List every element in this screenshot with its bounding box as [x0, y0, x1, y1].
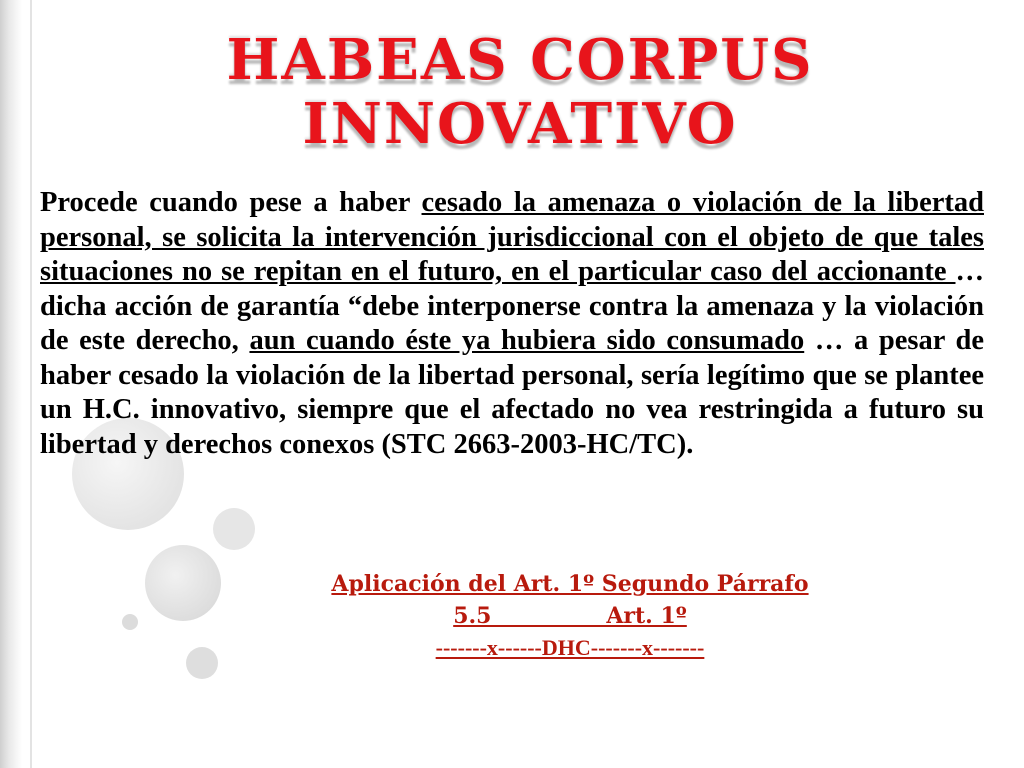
body-underlined-1: cesado la amenaza o violación de la libertad personal, se solicita la intervención jurisdiccional con el objeto de que tales situaciones no se repitan en el futuro, en el particular caso del accionante [40, 187, 984, 287]
left-decorative-rule [30, 0, 32, 768]
decorative-circle [213, 508, 255, 550]
left-decorative-band [0, 0, 22, 768]
body-text-1: Procede cuando pese a haber [40, 187, 422, 218]
footer-line-2: 5.5 Art. 1º [453, 603, 687, 629]
title-line-1: HABEAS CORPUS [226, 27, 814, 93]
decorative-circle [122, 614, 138, 630]
footer-block [190, 568, 950, 664]
body-text-3: … a pesar de haber cesado la violación de la libertad personal, sería legítimo que se plantee un H.C. innovativo, siempre que el afectado no vea restringida a futuro su libertad y derechos conexos (STC 2663-2003-HC/TC). [40, 325, 984, 460]
body-paragraph [40, 186, 984, 462]
body-text-2: … dicha acción de garantía “debe interponerse contra la amenaza y la violación de este derecho, [40, 256, 984, 356]
body-underlined-2: aun cuando éste ya hubiera sido consumado [249, 325, 805, 356]
slide-title [130, 28, 910, 156]
footer-line-3: -------x------DHC-------x------- [435, 635, 705, 660]
title-line-2: INNOVATIVO [302, 91, 738, 157]
footer-line-1: Aplicación del Art. 1º Segundo Párrafo [331, 571, 809, 597]
